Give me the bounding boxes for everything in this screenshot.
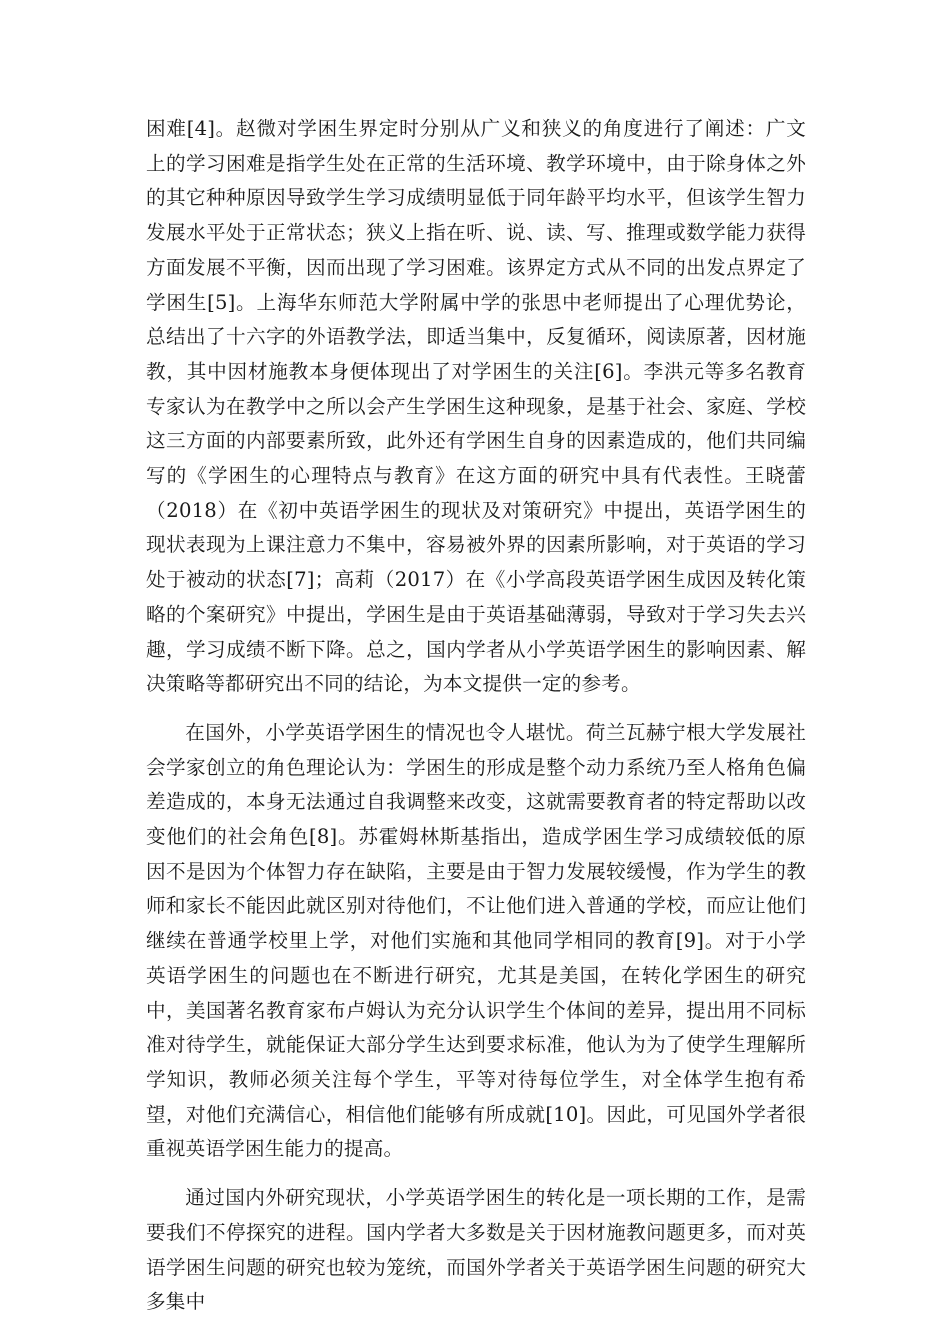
document-body bbox=[146, 112, 806, 1320]
paragraph-domestic-research: 困难[4]。赵微对学困生界定时分别从广义和狭义的角度进行了阐述：广文上的学习困难是指学生处在正常的生活环境、教学环境中，由于除身体之外的其它种种原因导致学生学习成绩明显低于同年龄平均水平，但该学生智力发展水平处于正常状态；狭义上指在听、说、读、写、推理或数学能力获得方面发展不平衡，因而出现了学习困难。该界定方式从不同的出发点界定了学困生[5]。上海华东师范大学附属中学的张思中老师提出了心理优势论，总结出了十六字的外语教学法，即适当集中，反复循环，阅读原著，因材施教，其中因材施教本身便体现出了对学困生的关注[6]。李洪元等多名教育专家认为在教学中之所以会产生学困生这种现象，是基于社会、家庭、学校这三方面的内部要素所致，此外还有学困生自身的因素造成的，他们共同编写的《学困生的心理特点与教育》在这方面的研究中具有代表性。王晓蕾（2018）在《初中英语学困生的现状及对策研究》中提出，英语学困生的现状表现为上课注意力不集中，容易被外界的因素所影响，对于英语的学习处于被动的状态[7]；高莉（2017）在《小学高段英语学困生成因及转化策略的个案研究》中提出，学困生是由于英语基础薄弱，导致对于学习失去兴趣，学习成绩不断下降。总之，国内学者从小学英语学困生的影响因素、解决策略等都研究出不同的结论，为本文提供一定的参考。 bbox=[146, 117, 806, 696]
paragraph-foreign-research: 在国外，小学英语学困生的情况也令人堪忧。荷兰瓦赫宁根大学发展社会学家创立的角色理论认为：学困生的形成是整个动力系统乃至人格角色偏差造成的，本身无法通过自我调整来改变，这就需要教育者的特定帮助以改变他们的社会角色[8]。苏霍姆林斯基指出，造成学困生学习成绩较低的原因不是因为个体智力存在缺陷，主要是由于智力发展较缓慢，作为学生的教师和家长不能因此就区别对待他们，不让他们进入普通的学校，而应让他们继续在普通学校里上学，对他们实施和其他同学相同的教育[9]。对于小学英语学困生的问题也在不断进行研究，尤其是美国，在转化学困生的研究中，美国著名教育家布卢姆认为充分认识学生个体间的差异，提出用不同标准对待学生，就能保证大部分学生达到要求标准，他认为为了使学生理解所学知识，教师必须关注每个学生，平等对待每位学生，对全体学生抱有希望，对他们充满信心，相信他们能够有所成就[10]。因此，可见国外学者很重视英语学困生能力的提高。 bbox=[146, 720, 806, 1161]
paragraph-research-summary: 通过国内外研究现状，小学英语学困生的转化是一项长期的工作，是需要我们不停探究的进程。国内学者大多数是关于因材施教问题更多，而对英语学困生问题的研究也较为笼统，而国外学者关于英语学困生问题的研究大多集中 bbox=[146, 1186, 806, 1314]
